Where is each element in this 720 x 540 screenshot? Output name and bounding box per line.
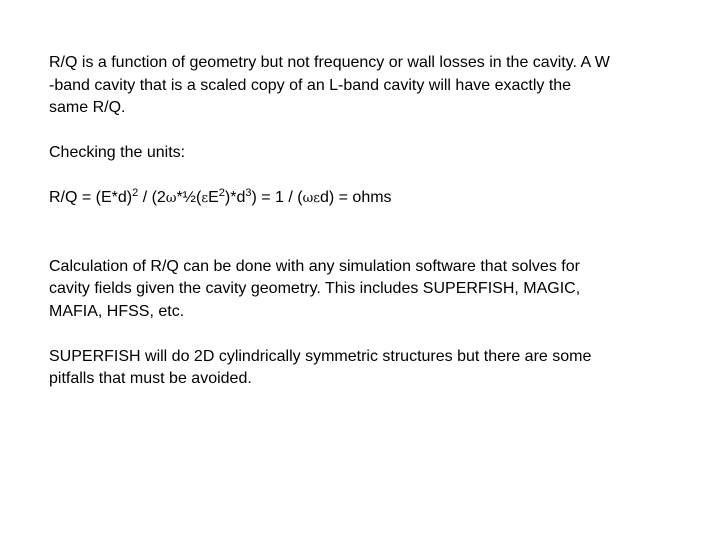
formula-part-2: / (2 (138, 189, 166, 206)
superfish-line-2: pitfalls that must be avoided. (49, 370, 252, 387)
omega-symbol: ω (165, 191, 177, 206)
formula-part-6: ) = 1 / ( (251, 189, 303, 206)
intro-paragraph (49, 52, 689, 120)
superfish-paragraph (49, 346, 689, 391)
rq-units-formula (49, 187, 689, 211)
calc-line-2: cavity fields given the cavity geometry. This includes SUPERFISH, MAGIC, (49, 280, 581, 297)
formula-part-5: )*d (224, 189, 246, 206)
calculation-paragraph (49, 256, 689, 324)
intro-line-2: -band cavity that is a scaled copy of an L-band cavity will have exactly the (49, 76, 572, 94)
epsilon-symbol: ε (313, 191, 320, 206)
omega-symbol: ω (302, 191, 314, 206)
intro-line-3: same R/Q. (49, 99, 126, 116)
superfish-line-1: SUPERFISH will do 2D cylindrically symmetric structures but there are some (49, 347, 592, 365)
formula-part-4: E (208, 189, 219, 206)
formula-exponent-3: 3 (245, 187, 252, 199)
epsilon-symbol: ε (201, 191, 209, 206)
formula-part-7: d) = ohms (319, 189, 392, 206)
intro-line-1: R/Q is a function of geometry but not frequency or wall losses in the cavity. A W (49, 54, 610, 71)
calc-line-1: Calculation of R/Q can be done with any simulation software that solves for (49, 257, 580, 275)
calc-line-3: MAFIA, HFSS, etc. (49, 302, 185, 320)
formula-part-3: *½( (176, 189, 202, 206)
formula-part-1: R/Q = (E*d) (49, 189, 133, 206)
formula-exponent-2: 2 (218, 187, 225, 199)
formula-exponent-1: 2 (132, 187, 139, 199)
units-heading: Checking the units: (49, 144, 186, 161)
